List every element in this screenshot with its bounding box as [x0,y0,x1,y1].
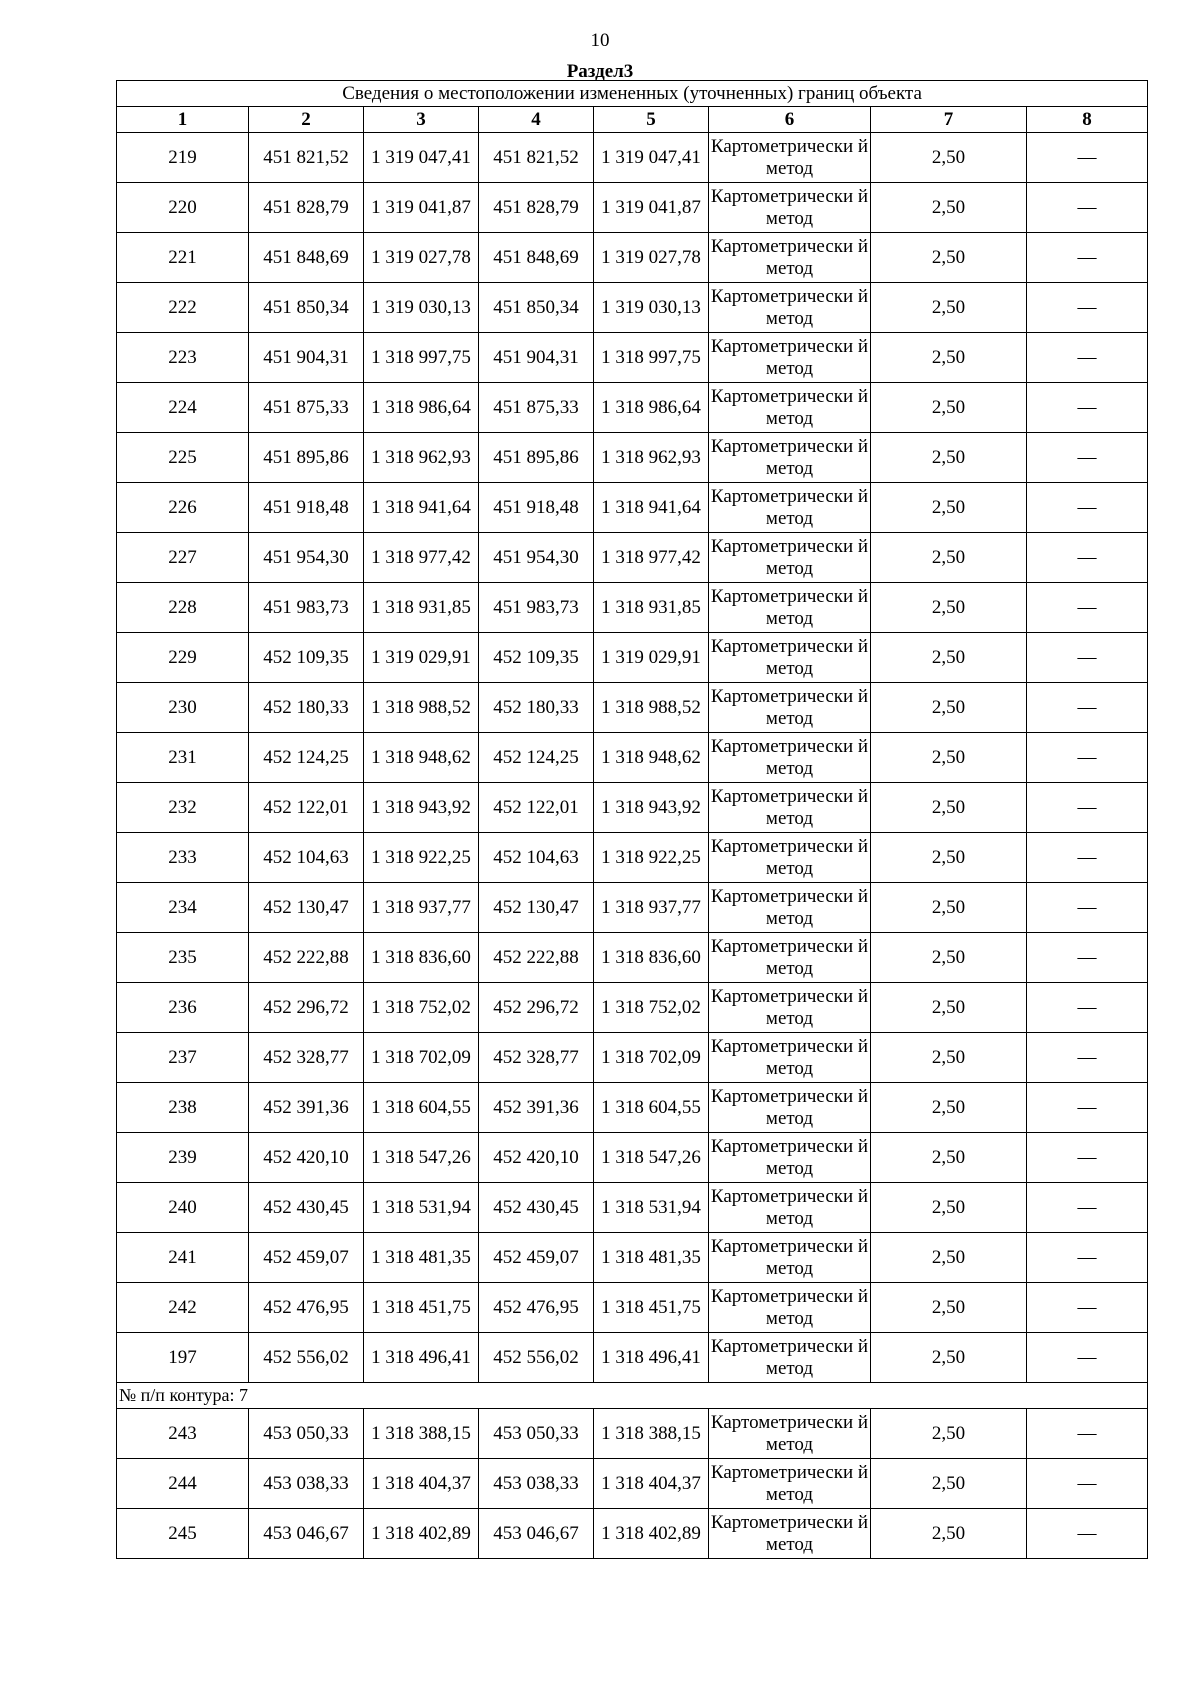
table-cell: 220 [117,183,249,233]
column-header: 6 [709,107,871,133]
table-cell: 239 [117,1133,249,1183]
table-cell: 452 180,33 [479,683,594,733]
table-cell: Картометрически й метод [709,533,871,583]
table-row [117,733,1148,783]
table-cell: 451 828,79 [249,183,364,233]
table-cell: 1 318 388,15 [594,1409,709,1459]
column-header: 5 [594,107,709,133]
table-row [117,583,1148,633]
table-cell: Картометрически й метод [709,1183,871,1233]
table-cell: 227 [117,533,249,583]
table-cell: 2,50 [871,1033,1027,1083]
table-cell: 230 [117,683,249,733]
table-cell: 2,50 [871,433,1027,483]
table-cell: Картометрически й метод [709,483,871,533]
table-cell: Картометрически й метод [709,983,871,1033]
table-cell: 452 328,77 [249,1033,364,1083]
table-cell: 452 122,01 [479,783,594,833]
table-cell: — [1027,1459,1148,1509]
table-cell: 452 459,07 [479,1233,594,1283]
table-cell: 197 [117,1333,249,1383]
table-cell: 452 296,72 [479,983,594,1033]
table-cell: 453 050,33 [249,1409,364,1459]
table-cell: — [1027,383,1148,433]
table-row [117,1183,1148,1233]
table-cell: 1 319 047,41 [594,133,709,183]
table-cell: Картометрически й метод [709,883,871,933]
table-cell: — [1027,583,1148,633]
page-number: 10 [590,30,610,51]
table-cell: Картометрически й метод [709,683,871,733]
table-cell: 241 [117,1233,249,1283]
table-row [117,933,1148,983]
table-cell: 452 109,35 [249,633,364,683]
table-cell: 225 [117,433,249,483]
table-cell: 1 319 027,78 [364,233,479,283]
table-cell: 234 [117,883,249,933]
table-cell: 451 918,48 [249,483,364,533]
column-header: 4 [479,107,594,133]
table-row [117,483,1148,533]
table-cell: 1 318 402,89 [364,1509,479,1559]
table-cell: 222 [117,283,249,333]
section-title: Раздел3 [566,61,634,82]
table-cell: 1 318 977,42 [594,533,709,583]
table-row [117,1233,1148,1283]
table-body [117,133,1148,1559]
table-cell: 2,50 [871,983,1027,1033]
table-cell: 451 850,34 [249,283,364,333]
table-cell: 452 124,25 [249,733,364,783]
table-cell: 1 318 931,85 [594,583,709,633]
table-cell: 453 046,67 [249,1509,364,1559]
table-cell: 2,50 [871,233,1027,283]
table-cell: 1 318 451,75 [364,1283,479,1333]
column-header: 3 [364,107,479,133]
table-cell: — [1027,1283,1148,1333]
table-cell: 452 556,02 [479,1333,594,1383]
column-header: 2 [249,107,364,133]
table-cell: 451 983,73 [249,583,364,633]
table-cell: — [1027,633,1148,683]
table-cell: — [1027,983,1148,1033]
table-cell: 1 318 547,26 [594,1133,709,1183]
table-cell: Картометрически й метод [709,233,871,283]
table-row [117,1133,1148,1183]
table-cell: 452 420,10 [479,1133,594,1183]
table-cell: 2,50 [871,133,1027,183]
coordinates-table [116,80,1148,1559]
table-cell: — [1027,133,1148,183]
column-header: 8 [1027,107,1148,133]
table-cell: 1 318 836,60 [594,933,709,983]
table-cell: 235 [117,933,249,983]
table-row [117,833,1148,883]
table-row [117,1409,1148,1459]
table-cell: Картометрически й метод [709,583,871,633]
table-cell: 2,50 [871,933,1027,983]
table-cell: Картометрически й метод [709,1509,871,1559]
table-cell: 1 318 937,77 [594,883,709,933]
table-cell: 451 918,48 [479,483,594,533]
table-cell: 2,50 [871,533,1027,583]
table-cell: 1 318 604,55 [594,1083,709,1133]
table-cell: — [1027,433,1148,483]
table-cell: 1 318 531,94 [364,1183,479,1233]
table-cell: 2,50 [871,1459,1027,1509]
table-cell: 1 318 547,26 [364,1133,479,1183]
table-cell: 1 318 986,64 [364,383,479,433]
table-cell: — [1027,533,1148,583]
table-row [117,533,1148,583]
table-cell: 1 318 604,55 [364,1083,479,1133]
table-row [117,783,1148,833]
table-cell: 1 319 047,41 [364,133,479,183]
table-cell: Картометрически й метод [709,633,871,683]
table-cell: 1 319 041,87 [594,183,709,233]
table-cell: — [1027,1233,1148,1283]
table-cell: 236 [117,983,249,1033]
table-cell: — [1027,683,1148,733]
table-cell: 1 319 029,91 [364,633,479,683]
table-cell: 219 [117,133,249,183]
table-row [117,183,1148,233]
table-cell: 1 318 988,52 [594,683,709,733]
table-row [117,383,1148,433]
table-cell: 452 476,95 [249,1283,364,1333]
table-cell: — [1027,183,1148,233]
table-row [117,683,1148,733]
table-cell: 2,50 [871,683,1027,733]
table-cell: 452 476,95 [479,1283,594,1333]
table-cell: 451 904,31 [249,333,364,383]
table-cell: 1 318 836,60 [364,933,479,983]
table-cell: 451 821,52 [479,133,594,183]
table-cell: 1 318 997,75 [364,333,479,383]
table-row [117,633,1148,683]
table-cell: 1 318 388,15 [364,1409,479,1459]
table-cell: 1 318 943,92 [364,783,479,833]
table-cell: 1 318 988,52 [364,683,479,733]
table-cell: 2,50 [871,333,1027,383]
table-row [117,333,1148,383]
column-header: 7 [871,107,1027,133]
table-cell: 1 318 931,85 [364,583,479,633]
table-cell: 452 222,88 [249,933,364,983]
table-cell: 2,50 [871,583,1027,633]
table-row [117,233,1148,283]
table-cell: Картометрически й метод [709,1459,871,1509]
table-cell: Картометрически й метод [709,283,871,333]
table-cell: Картометрически й метод [709,133,871,183]
table-cell: 452 122,01 [249,783,364,833]
table-cell: 1 318 948,62 [364,733,479,783]
table-cell: — [1027,333,1148,383]
table-cell: 1 318 404,37 [364,1459,479,1509]
table-cell: 1 318 997,75 [594,333,709,383]
table-cell: 452 130,47 [479,883,594,933]
table-cell: 452 130,47 [249,883,364,933]
table-cell: 1 319 029,91 [594,633,709,683]
table-cell: 451 904,31 [479,333,594,383]
table-cell: 240 [117,1183,249,1233]
table-cell: 1 318 962,93 [364,433,479,483]
table-cell: 2,50 [871,1283,1027,1333]
table-cell: 452 459,07 [249,1233,364,1283]
table-cell: 1 319 030,13 [364,283,479,333]
table-cell: 242 [117,1283,249,1333]
table-cell: 452 296,72 [249,983,364,1033]
table-cell: — [1027,933,1148,983]
table-cell: 1 318 481,35 [364,1233,479,1283]
table-cell: 224 [117,383,249,433]
table-cell: 2,50 [871,883,1027,933]
table-cell: 451 983,73 [479,583,594,633]
table-cell: 226 [117,483,249,533]
table-cell: 1 318 404,37 [594,1459,709,1509]
table-row [117,1509,1148,1559]
table-cell: 451 895,86 [249,433,364,483]
table-row [117,133,1148,183]
table-cell: 2,50 [871,183,1027,233]
contour-row [117,1383,1148,1409]
table-cell: 1 318 962,93 [594,433,709,483]
table-cell: 244 [117,1459,249,1509]
table-cell: 1 318 531,94 [594,1183,709,1233]
table-cell: 452 556,02 [249,1333,364,1383]
table-cell: 223 [117,333,249,383]
table-cell: 237 [117,1033,249,1083]
table-cell: Картометрически й метод [709,1409,871,1459]
table-row [117,1459,1148,1509]
table-cell: Картометрически й метод [709,783,871,833]
table-cell: — [1027,1183,1148,1233]
table-cell: 2,50 [871,1333,1027,1383]
table-cell: 1 318 496,41 [594,1333,709,1383]
table-cell: 2,50 [871,1509,1027,1559]
table-cell: Картометрически й метод [709,1033,871,1083]
table-cell: 451 821,52 [249,133,364,183]
table-cell: 229 [117,633,249,683]
table-cell: Картометрически й метод [709,833,871,883]
table-cell: 2,50 [871,633,1027,683]
table-cell: 1 318 922,25 [364,833,479,883]
table-cell: 451 848,69 [479,233,594,283]
table-cell: 1 318 977,42 [364,533,479,583]
table-cell: 1 318 702,09 [594,1033,709,1083]
table-cell: 451 895,86 [479,433,594,483]
table-cell: 452 104,63 [479,833,594,883]
table-cell: Картометрически й метод [709,1083,871,1133]
table-cell: 452 180,33 [249,683,364,733]
table-cell: 1 318 937,77 [364,883,479,933]
table-cell: — [1027,1509,1148,1559]
table-cell: Картометрически й метод [709,1283,871,1333]
table-cell: 451 850,34 [479,283,594,333]
table-cell: — [1027,733,1148,783]
table-cell: 451 875,33 [249,383,364,433]
table-cell: 1 318 481,35 [594,1233,709,1283]
table-cell: 2,50 [871,833,1027,883]
table-cell: 453 038,33 [479,1459,594,1509]
table-cell: 238 [117,1083,249,1133]
table-row [117,433,1148,483]
table-cell: Картометрически й метод [709,183,871,233]
table-cell: 453 038,33 [249,1459,364,1509]
table-cell: 2,50 [871,283,1027,333]
table-cell: 453 046,67 [479,1509,594,1559]
table-cell: 232 [117,783,249,833]
table-row [117,1283,1148,1333]
table-cell: Картометрически й метод [709,383,871,433]
table-cell: 233 [117,833,249,883]
table-cell: 2,50 [871,1409,1027,1459]
table-cell: — [1027,1133,1148,1183]
table-cell: 243 [117,1409,249,1459]
table-cell: 452 391,36 [249,1083,364,1133]
table-cell: 1 318 941,64 [594,483,709,533]
table-cell: 451 848,69 [249,233,364,283]
table-cell: Картометрически й метод [709,433,871,483]
table-cell: 1 318 752,02 [364,983,479,1033]
table-cell: 1 318 752,02 [594,983,709,1033]
contour-label: № п/п контура: 7 [117,1383,1148,1409]
table-cell: 451 828,79 [479,183,594,233]
table-cell: 452 430,45 [479,1183,594,1233]
table-cell: 1 318 943,92 [594,783,709,833]
table-cell: Картометрически й метод [709,733,871,783]
table-cell: 1 319 030,13 [594,283,709,333]
table-cell: — [1027,233,1148,283]
table-cell: 453 050,33 [479,1409,594,1459]
table-cell: 1 318 496,41 [364,1333,479,1383]
table-cell: 1 319 041,87 [364,183,479,233]
table-cell: Картометрически й метод [709,333,871,383]
table-cell: 2,50 [871,1183,1027,1233]
table-cell: — [1027,1333,1148,1383]
table-cell: 452 420,10 [249,1133,364,1183]
table-cell: 451 954,30 [479,533,594,583]
table-row [117,283,1148,333]
table-cell: 2,50 [871,1083,1027,1133]
table-cell: 2,50 [871,483,1027,533]
table-cell: 1 318 948,62 [594,733,709,783]
table-row [117,883,1148,933]
table-cell: — [1027,833,1148,883]
table-cell: 1 318 986,64 [594,383,709,433]
table-cell: 228 [117,583,249,633]
table-cell: 452 328,77 [479,1033,594,1083]
table-cell: — [1027,283,1148,333]
table-row [117,1033,1148,1083]
table-row [117,1083,1148,1133]
table-cell: 451 954,30 [249,533,364,583]
table-cell: 221 [117,233,249,283]
table-cell: 231 [117,733,249,783]
table-cell: 1 318 402,89 [594,1509,709,1559]
table-cell: 452 222,88 [479,933,594,983]
table-caption: Сведения о местоположении измененных (уточненных) границ объекта [117,81,1148,107]
table-cell: — [1027,1083,1148,1133]
table-cell: 452 430,45 [249,1183,364,1233]
table-cell: 452 109,35 [479,633,594,683]
table-cell: 2,50 [871,1133,1027,1183]
table-cell: — [1027,783,1148,833]
table-cell: — [1027,483,1148,533]
table-cell: 2,50 [871,383,1027,433]
table-cell: 452 104,63 [249,833,364,883]
table-cell: — [1027,1409,1148,1459]
table-cell: 2,50 [871,733,1027,783]
table-cell: 2,50 [871,783,1027,833]
table-cell: 1 318 922,25 [594,833,709,883]
table-cell: 2,50 [871,1233,1027,1283]
table-cell: 1 318 451,75 [594,1283,709,1333]
table-cell: 451 875,33 [479,383,594,433]
table-cell: Картометрически й метод [709,933,871,983]
table-row [117,1333,1148,1383]
column-header: 1 [117,107,249,133]
table-cell: 452 124,25 [479,733,594,783]
table-cell: 452 391,36 [479,1083,594,1133]
table-cell: — [1027,1033,1148,1083]
column-header-row [117,107,1148,133]
table-cell: 1 318 941,64 [364,483,479,533]
table-cell: Картометрически й метод [709,1233,871,1283]
table-cell: — [1027,883,1148,933]
table-cell: Картометрически й метод [709,1333,871,1383]
table-row [117,983,1148,1033]
table-cell: 245 [117,1509,249,1559]
table-cell: Картометрически й метод [709,1133,871,1183]
table-cell: 1 318 702,09 [364,1033,479,1083]
table-cell: 1 319 027,78 [594,233,709,283]
